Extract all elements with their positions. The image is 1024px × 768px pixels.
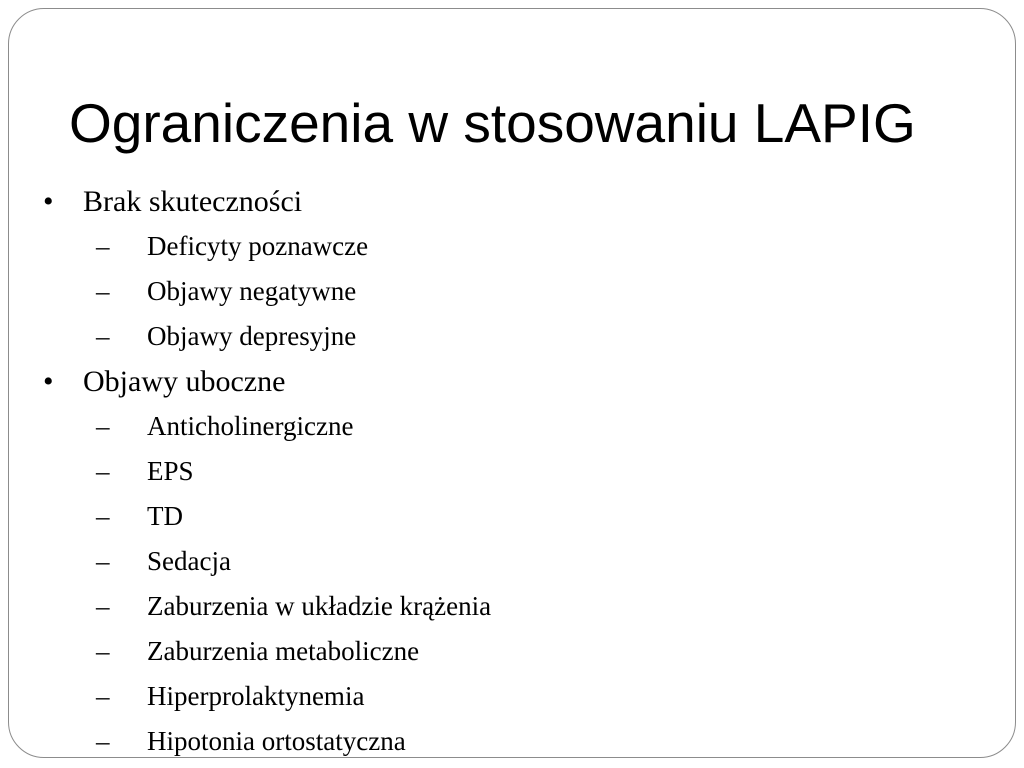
sub-list-item-text: Objawy depresyjne <box>147 321 357 351</box>
sub-list-item <box>9 584 1009 629</box>
dash-icon: – <box>96 276 110 306</box>
content-list <box>9 179 1009 758</box>
sub-list-item <box>9 314 1009 359</box>
bullet-icon: • <box>43 365 54 398</box>
sub-list-item-text: Sedacja <box>147 546 231 576</box>
slide <box>8 8 1016 758</box>
list-item <box>9 359 1009 404</box>
sub-list-item <box>9 674 1009 719</box>
sub-list-item <box>9 269 1009 314</box>
dash-icon: – <box>96 501 110 531</box>
sub-list-item-text: Hiperprolaktynemia <box>147 681 365 711</box>
dash-icon: – <box>96 411 110 441</box>
dash-icon: – <box>96 681 110 711</box>
sub-list-item <box>9 539 1009 584</box>
sub-list-item-text: Hipotonia ortostatyczna <box>147 726 406 756</box>
dash-icon: – <box>96 231 110 261</box>
sub-list-item-text: Anticholinergiczne <box>147 411 354 441</box>
sub-list-item <box>9 494 1009 539</box>
dash-icon: – <box>96 321 110 351</box>
sub-list-item-text: Objawy negatywne <box>147 276 357 306</box>
sub-list-item-text: Zaburzenia w układzie krążenia <box>147 591 492 621</box>
sub-list-item <box>9 629 1009 674</box>
dash-icon: – <box>96 591 110 621</box>
list-item-text: Brak skuteczności <box>83 185 303 218</box>
sub-list-item-text: TD <box>147 501 183 531</box>
sub-list-item <box>9 719 1009 758</box>
list-item-text: Objawy uboczne <box>83 365 286 398</box>
dash-icon: – <box>96 456 110 486</box>
dash-icon: – <box>96 726 110 756</box>
sub-list-item-text: Zaburzenia metaboliczne <box>147 636 420 666</box>
slide-title: Ograniczenia w stosowaniu LAPIG <box>69 92 916 154</box>
sub-list-item-text: Deficyty poznawcze <box>147 231 369 261</box>
list-item <box>9 179 1009 224</box>
sub-list-item <box>9 449 1009 494</box>
dash-icon: – <box>96 546 110 576</box>
sub-list-item <box>9 224 1009 269</box>
dash-icon: – <box>96 636 110 666</box>
bullet-icon: • <box>43 185 54 218</box>
sub-list-item-text: EPS <box>147 456 194 486</box>
sub-list-item <box>9 404 1009 449</box>
